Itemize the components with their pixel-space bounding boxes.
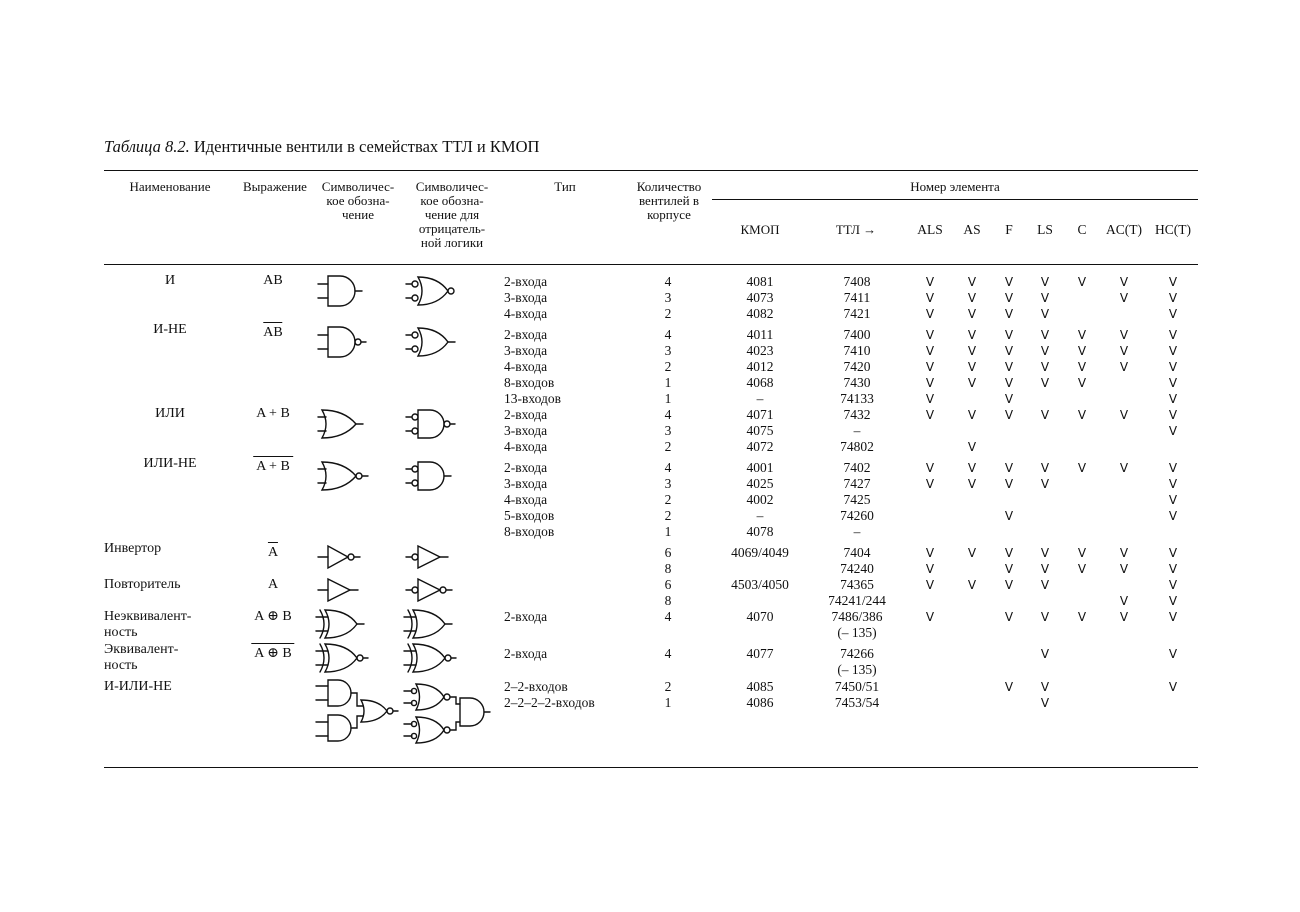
header-line: кое обозна- — [420, 193, 484, 208]
check-mark: V — [1004, 344, 1014, 358]
check-mark: V — [1168, 647, 1178, 661]
check-mark: V — [1004, 461, 1014, 475]
check-mark: V — [1004, 328, 1014, 342]
check-mark: V — [1004, 392, 1014, 406]
check-mark: V — [925, 546, 935, 560]
gate-name: Инвертор — [104, 541, 162, 556]
check-mark: V — [1168, 594, 1178, 608]
nand-gate-icon — [318, 327, 366, 357]
row-count: 4 — [664, 274, 672, 289]
check-mark: V — [925, 408, 935, 422]
row-ttl: 74365 — [840, 577, 874, 592]
and-or-invert-neg-icon — [404, 684, 490, 743]
row-cmos: 4069/4049 — [731, 545, 789, 560]
check-mark: V — [925, 376, 935, 390]
row-count: 4 — [664, 407, 672, 422]
row-type: 2-входа — [504, 327, 548, 342]
row-count: 6 — [664, 577, 672, 592]
row-ttl: 74266 — [840, 646, 874, 661]
check-mark: V — [1004, 408, 1014, 422]
row-type: 2–2–2–2-входов — [504, 695, 595, 710]
header-line: Символичес- — [415, 179, 489, 194]
row-cmos: 4073 — [746, 290, 774, 305]
check-mark: V — [1168, 461, 1178, 475]
row-cmos: 4081 — [746, 274, 774, 289]
row-type: 3-входа — [504, 476, 548, 491]
row-ttl: 7410 — [843, 343, 871, 358]
check-mark: V — [925, 328, 935, 342]
check-mark: V — [967, 307, 977, 321]
header-family-ls: LS — [1037, 222, 1053, 237]
check-mark: V — [1119, 291, 1129, 305]
check-mark: V — [967, 477, 977, 491]
check-mark: V — [1168, 610, 1178, 624]
row-ttl: 7421 — [843, 306, 871, 321]
row-cmos: 4012 — [746, 359, 774, 374]
header-line: вентилей в — [638, 193, 700, 208]
check-mark: V — [1040, 610, 1050, 624]
row-ttl: 7400 — [843, 327, 871, 342]
row-count: 3 — [664, 290, 672, 305]
gate-expression: AB — [263, 322, 282, 341]
row-count: 2 — [664, 492, 672, 507]
row-count: 2 — [664, 679, 672, 694]
row-type: 3-входа — [504, 343, 548, 358]
row-count: 2 — [664, 359, 672, 374]
xnor-gate-neg-icon — [404, 610, 452, 638]
check-mark: V — [1040, 328, 1050, 342]
check-mark: V — [1040, 647, 1050, 661]
header-line: отрицатель- — [418, 221, 486, 236]
gate-name: И-ИЛИ-НЕ — [104, 679, 172, 694]
check-mark: V — [925, 307, 935, 321]
row-cmos: 4025 — [746, 476, 774, 491]
row-ttl: 74802 — [840, 439, 874, 454]
check-mark: V — [1004, 360, 1014, 374]
gate-name: ИЛИ — [155, 406, 185, 421]
check-mark: V — [1077, 610, 1087, 624]
row-type: 4-входа — [504, 359, 548, 374]
check-mark: V — [1077, 408, 1087, 422]
check-mark: V — [1168, 578, 1178, 592]
check-mark: V — [1077, 360, 1087, 374]
row-cmos: 4002 — [746, 492, 774, 507]
header-family-act: AC(T) — [1106, 222, 1142, 237]
check-mark: V — [925, 562, 935, 576]
check-mark: V — [1004, 275, 1014, 289]
check-mark: V — [1004, 307, 1014, 321]
check-mark: V — [1119, 275, 1129, 289]
check-mark: V — [1077, 546, 1087, 560]
check-mark: V — [1168, 562, 1178, 576]
check-mark: V — [1119, 610, 1129, 624]
check-mark: V — [1168, 408, 1178, 422]
check-mark: V — [1040, 578, 1050, 592]
header-family-f: F — [1005, 222, 1013, 237]
check-mark: V — [1004, 578, 1014, 592]
row-cmos: 4001 — [746, 460, 774, 475]
header-type: Тип — [554, 179, 576, 194]
check-mark: V — [1004, 376, 1014, 390]
row-type: 4-входа — [504, 306, 548, 321]
check-mark: V — [1168, 307, 1178, 321]
row-ttl: 7430 — [843, 375, 871, 390]
or-gate-neg-input-icon — [406, 328, 455, 356]
check-mark: V — [925, 392, 935, 406]
row-count: 3 — [664, 476, 672, 491]
row-count: 4 — [664, 646, 672, 661]
nor-gate-icon — [318, 462, 368, 490]
row-cmos: 4503/4050 — [731, 577, 789, 592]
row-cmos: 4078 — [746, 524, 774, 539]
gate-name: Повторитель — [104, 577, 181, 592]
check-mark: V — [967, 546, 977, 560]
row-type: 2-входа — [504, 646, 548, 661]
and-gate-icon — [318, 276, 362, 306]
row-count: 1 — [664, 695, 672, 710]
row-cmos: 4075 — [746, 423, 774, 438]
check-mark: V — [1040, 408, 1050, 422]
row-type: 2-входа — [504, 460, 548, 475]
row-ttl: 7425 — [843, 492, 871, 507]
check-mark: V — [967, 360, 977, 374]
row-count: 2 — [664, 508, 672, 523]
header-family-hct: HC(T) — [1155, 222, 1191, 237]
row-ttl: 7404 — [843, 545, 871, 560]
row-count: 1 — [664, 375, 672, 390]
header-family-as: AS — [963, 222, 981, 237]
row-type: 2-входа — [504, 609, 548, 624]
xor-gate-icon — [316, 610, 364, 638]
check-mark: V — [925, 578, 935, 592]
row-ttl: 7420 — [843, 359, 871, 374]
gate-expression: A ⊕ B — [254, 609, 292, 624]
row-count: 6 — [664, 545, 672, 560]
inverter-icon — [318, 546, 360, 568]
check-mark: V — [1040, 275, 1050, 289]
row-ttl: 74260 — [840, 508, 874, 523]
row-type: 13-входов — [504, 391, 561, 406]
check-mark: V — [925, 461, 935, 475]
row-ttl: 74240 — [840, 561, 874, 576]
gate-expression: A — [267, 577, 279, 592]
check-mark: V — [1168, 360, 1178, 374]
check-mark: V — [967, 328, 977, 342]
check-mark: V — [1168, 680, 1178, 694]
gate-expression: A + B — [256, 406, 290, 421]
row-cmos: 4071 — [746, 407, 774, 422]
row-cmos: 4011 — [746, 327, 774, 342]
check-mark: V — [925, 291, 935, 305]
check-mark: V — [1168, 546, 1178, 560]
header-element-number: Номер элемента — [910, 179, 1000, 194]
row-count: 4 — [664, 327, 672, 342]
row-count: 4 — [664, 460, 672, 475]
check-mark: V — [1077, 562, 1087, 576]
check-mark: V — [1040, 307, 1050, 321]
table-title: Идентичные вентили в семействах ТТЛ и КМОП — [193, 137, 540, 156]
row-cmos: 4082 — [746, 306, 774, 321]
and-gate-neg-input-icon — [406, 410, 455, 438]
row-cmos: 4077 — [746, 646, 774, 661]
row-ttl: 7486/386 — [831, 609, 883, 624]
check-mark: V — [1168, 477, 1178, 491]
header-expression: Выражение — [243, 179, 307, 194]
check-mark: V — [1077, 275, 1087, 289]
check-mark: V — [1168, 493, 1178, 507]
check-mark: V — [1040, 376, 1050, 390]
row-cmos: – — [756, 508, 764, 523]
header-line: Количество — [636, 179, 702, 194]
check-mark: V — [1119, 328, 1129, 342]
row-cmos: 4070 — [746, 609, 774, 624]
check-mark: V — [1168, 509, 1178, 523]
row-ttl: 74133 — [840, 391, 874, 406]
check-mark: V — [1004, 610, 1014, 624]
check-mark: V — [1119, 408, 1129, 422]
and-or-invert-icon — [316, 680, 398, 741]
check-mark: V — [1040, 477, 1050, 491]
row-count: 8 — [664, 593, 672, 608]
check-mark: V — [1040, 344, 1050, 358]
check-mark: V — [967, 376, 977, 390]
header-line: ной логики — [420, 235, 484, 250]
gate-expression: A ⊕ B — [251, 643, 294, 662]
header-name: Наименование — [129, 179, 211, 194]
header-family-als: ALS — [917, 222, 943, 237]
header-line: чение для — [424, 207, 480, 222]
check-mark: V — [1004, 291, 1014, 305]
gate-name: И — [164, 273, 176, 288]
check-mark: V — [1168, 424, 1178, 438]
row-count: 2 — [664, 306, 672, 321]
check-mark: V — [1040, 696, 1050, 710]
check-mark: V — [925, 360, 935, 374]
row-ttl: 7408 — [843, 274, 871, 289]
check-mark: V — [925, 344, 935, 358]
row-ttl: 7402 — [843, 460, 871, 475]
check-mark: V — [1004, 680, 1014, 694]
check-mark: V — [1077, 344, 1087, 358]
row-type: 8-входов — [504, 524, 555, 539]
check-mark: V — [1004, 546, 1014, 560]
or-gate-neg-input-icon — [406, 277, 454, 305]
header-ttl: ТТЛ → — [835, 222, 877, 237]
row-type: 3-входа — [504, 423, 548, 438]
check-mark: V — [1004, 509, 1014, 523]
check-mark: V — [1168, 328, 1178, 342]
gate-name: Эквивалент- ность — [104, 642, 179, 673]
xnor-gate-neg-icon — [404, 644, 456, 672]
row-count: 3 — [664, 423, 672, 438]
row-count: 1 — [664, 391, 672, 406]
check-mark: V — [925, 275, 935, 289]
row-ttl: 7453/54 — [834, 695, 880, 710]
header-line: Символичес- — [321, 179, 395, 194]
check-mark: V — [1168, 392, 1178, 406]
or-gate-icon — [318, 410, 363, 438]
row-type: 8-входов — [504, 375, 555, 390]
buffer-icon — [318, 579, 358, 601]
row-type: 4-входа — [504, 439, 548, 454]
check-mark: V — [1168, 344, 1178, 358]
check-mark: V — [1077, 461, 1087, 475]
row-ttl: 7411 — [843, 290, 871, 305]
check-mark: V — [1040, 680, 1050, 694]
row-ttl: 74241/244 — [828, 593, 886, 608]
gate-expression: AB — [263, 273, 283, 288]
row-ttl: 7432 — [843, 407, 871, 422]
check-mark: V — [1040, 562, 1050, 576]
buffer-neg-icon — [406, 579, 452, 601]
check-mark: V — [1040, 461, 1050, 475]
row-cmos: – — [756, 391, 764, 406]
check-mark: V — [967, 275, 977, 289]
check-mark: V — [1004, 477, 1014, 491]
gate-name: Неэквивалент- ность — [104, 609, 192, 640]
check-mark: V — [1040, 291, 1050, 305]
and-gate-neg-input-icon — [406, 462, 451, 490]
check-mark: V — [967, 408, 977, 422]
row-count: 4 — [664, 609, 672, 624]
header-cmos: КМОП — [740, 222, 780, 237]
row-cmos: 4068 — [746, 375, 774, 390]
check-mark: V — [1040, 360, 1050, 374]
row-type: 2–2-входов — [504, 679, 568, 694]
row-count: 2 — [664, 439, 672, 454]
header-line: кое обозна- — [326, 193, 390, 208]
check-mark: V — [1004, 562, 1014, 576]
row-type: 4-входа — [504, 492, 548, 507]
row-count: 8 — [664, 561, 672, 576]
check-mark: V — [967, 461, 977, 475]
row-type: 3-входа — [504, 290, 548, 305]
check-mark: V — [967, 344, 977, 358]
row-ttl: 7450/51 — [834, 679, 880, 694]
gate-expression: A — [268, 542, 278, 561]
check-mark: V — [1119, 546, 1129, 560]
header-line: чение — [342, 207, 374, 222]
check-mark: V — [1119, 344, 1129, 358]
header-line: корпусе — [647, 207, 691, 222]
row-ttl: – — [853, 423, 861, 438]
check-mark: V — [1119, 594, 1129, 608]
row-ttl: 7427 — [843, 476, 871, 491]
row-ttl: (– 135) — [837, 662, 877, 677]
inverter-neg-input-icon — [406, 546, 448, 568]
check-mark: V — [1168, 291, 1178, 305]
row-ttl: (– 135) — [837, 625, 877, 640]
row-cmos: 4086 — [746, 695, 774, 710]
check-mark: V — [1077, 376, 1087, 390]
row-cmos: 4023 — [746, 343, 774, 358]
xnor-gate-icon — [316, 644, 368, 672]
check-mark: V — [1119, 461, 1129, 475]
check-mark: V — [1040, 546, 1050, 560]
header-family-c: C — [1077, 222, 1087, 237]
row-type: 2-входа — [504, 407, 548, 422]
row-count: 3 — [664, 343, 672, 358]
check-mark: V — [967, 440, 977, 454]
row-type: 5-входов — [504, 508, 555, 523]
gate-name: ИЛИ-НЕ — [143, 456, 197, 471]
check-mark: V — [1119, 562, 1129, 576]
check-mark: V — [967, 578, 977, 592]
row-type: 2-входа — [504, 274, 548, 289]
row-ttl: – — [853, 524, 861, 539]
check-mark: V — [1077, 328, 1087, 342]
check-mark: V — [925, 477, 935, 491]
check-mark: V — [925, 610, 935, 624]
check-mark: V — [967, 291, 977, 305]
check-mark: V — [1119, 360, 1129, 374]
row-cmos: 4072 — [746, 439, 774, 454]
row-count: 1 — [664, 524, 672, 539]
gate-name: И-НЕ — [153, 322, 187, 337]
table-number: Таблица 8.2. — [104, 137, 190, 156]
check-mark: V — [1168, 376, 1178, 390]
check-mark: V — [1168, 275, 1178, 289]
gate-expression: A + B — [253, 456, 293, 475]
row-cmos: 4085 — [746, 679, 774, 694]
